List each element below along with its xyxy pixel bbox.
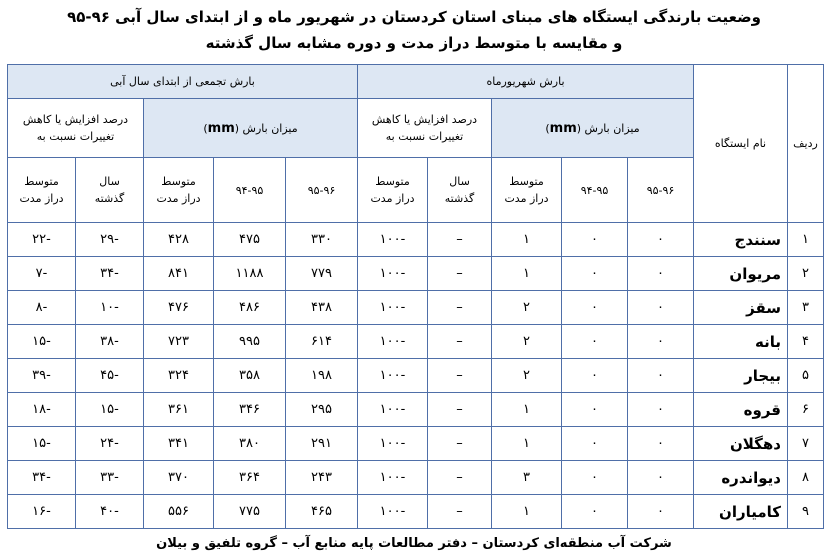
amount-label: میزان بارش ( xyxy=(234,121,298,135)
mean-line-2: دراز مدت xyxy=(19,192,64,205)
cell-clast: -۳۴ xyxy=(76,257,144,291)
cell-mlast: – xyxy=(428,393,492,427)
header-cumulative-amount xyxy=(144,99,358,158)
header-row-number: ردیف xyxy=(788,65,824,223)
change-line-2: تغییرات نسبت به xyxy=(385,130,464,143)
cell-m9596: ۰ xyxy=(628,427,694,461)
table-row xyxy=(8,325,824,359)
mean-line-2: دراز مدت xyxy=(504,192,549,205)
cell-c9495: ۳۴۶ xyxy=(214,393,286,427)
rainfall-table xyxy=(7,64,824,529)
change-line-2: تغییرات نسبت به xyxy=(36,130,115,143)
mean-line-1: متوسط xyxy=(509,175,544,188)
mean-line-1: متوسط xyxy=(24,175,59,188)
cell-c9596: ۶۱۴ xyxy=(286,325,358,359)
cell-cpct: -۸ xyxy=(8,291,76,325)
cell-mpct: -۱۰۰ xyxy=(358,223,428,257)
table-row xyxy=(8,495,824,529)
table-row xyxy=(8,257,824,291)
cell-cmean: ۴۷۶ xyxy=(144,291,214,325)
header-m-mean xyxy=(492,158,562,223)
cell-c9596: ۲۹۵ xyxy=(286,393,358,427)
header-monthly-change xyxy=(358,99,492,158)
cell-station: سنندج xyxy=(694,223,788,257)
cell-mmean: ۱ xyxy=(492,495,562,529)
cell-station: بانه xyxy=(694,325,788,359)
page-subtitle: و مقایسه با متوسط دراز مدت و دوره مشابه سال گذشته xyxy=(205,34,623,52)
cell-m9596: ۰ xyxy=(628,291,694,325)
cell-clast: -۴۵ xyxy=(76,359,144,393)
header-monthly-amount xyxy=(492,99,694,158)
last-line-2: گذشته xyxy=(444,192,475,205)
table-row xyxy=(8,393,824,427)
cell-cmean: ۳۷۰ xyxy=(144,461,214,495)
cell-idx: ۹ xyxy=(788,495,824,529)
table-header xyxy=(8,65,824,223)
cell-cpct: -۱۸ xyxy=(8,393,76,427)
change-line-1: درصد افزایش یا کاهش xyxy=(371,113,478,126)
cell-mmean: ۱ xyxy=(492,223,562,257)
cell-c9495: ۹۹۵ xyxy=(214,325,286,359)
header-c-long-term xyxy=(8,158,76,223)
table-body xyxy=(8,223,824,529)
cell-cpct: -۷ xyxy=(8,257,76,291)
cell-c9495: ۱۱۸۸ xyxy=(214,257,286,291)
cell-station: دهگلان xyxy=(694,427,788,461)
cell-m9596: ۰ xyxy=(628,257,694,291)
cell-c9495: ۳۸۰ xyxy=(214,427,286,461)
cell-cmean: ۷۲۳ xyxy=(144,325,214,359)
cell-cmean: ۸۴۱ xyxy=(144,257,214,291)
cell-station: بیجار xyxy=(694,359,788,393)
cell-c9495: ۴۷۵ xyxy=(214,223,286,257)
cell-m9495: ۰ xyxy=(562,359,628,393)
header-cumulative-rainfall: بارش تجمعی از ابتدای سال آبی xyxy=(8,65,358,99)
header-monthly-rainfall: بارش شهریورماه xyxy=(358,65,694,99)
cell-mmean: ۲ xyxy=(492,359,562,393)
cell-m9596: ۰ xyxy=(628,359,694,393)
change-line-1: درصد افزایش یا کاهش xyxy=(22,113,129,126)
table-row xyxy=(8,461,824,495)
cell-c9596: ۱۹۸ xyxy=(286,359,358,393)
cell-clast: -۳۳ xyxy=(76,461,144,495)
header-m-9596: ۹۵-۹۶ xyxy=(628,158,694,223)
cell-clast: -۳۸ xyxy=(76,325,144,359)
cell-cmean: ۳۶۱ xyxy=(144,393,214,427)
cell-c9596: ۴۳۸ xyxy=(286,291,358,325)
cell-mmean: ۲ xyxy=(492,291,562,325)
cell-mpct: -۱۰۰ xyxy=(358,359,428,393)
last-line-2: گذشته xyxy=(94,192,125,205)
cell-m9596: ۰ xyxy=(628,325,694,359)
header-m-9495: ۹۴-۹۵ xyxy=(562,158,628,223)
amount-label-close: ) xyxy=(545,121,550,135)
amount-label: میزان بارش ( xyxy=(576,121,640,135)
cell-c9495: ۴۸۶ xyxy=(214,291,286,325)
cell-c9596: ۷۷۹ xyxy=(286,257,358,291)
mean-line-2: دراز مدت xyxy=(370,192,415,205)
cell-idx: ۱ xyxy=(788,223,824,257)
cell-mlast: – xyxy=(428,495,492,529)
cell-cmean: ۵۵۶ xyxy=(144,495,214,529)
cell-mpct: -۱۰۰ xyxy=(358,427,428,461)
cell-mmean: ۳ xyxy=(492,461,562,495)
header-m-last-year xyxy=(428,158,492,223)
cell-mlast: – xyxy=(428,257,492,291)
mean-line-1: متوسط xyxy=(375,175,410,188)
cell-cpct: -۱۶ xyxy=(8,495,76,529)
cell-cpct: -۳۴ xyxy=(8,461,76,495)
cell-mpct: -۱۰۰ xyxy=(358,325,428,359)
cell-c9596: ۲۴۳ xyxy=(286,461,358,495)
table-row xyxy=(8,427,824,461)
cell-mmean: ۱ xyxy=(492,393,562,427)
cell-mpct: -۱۰۰ xyxy=(358,495,428,529)
cell-cpct: -۲۲ xyxy=(8,223,76,257)
cell-m9596: ۰ xyxy=(628,495,694,529)
header-c-mean xyxy=(144,158,214,223)
header-c-last-year xyxy=(76,158,144,223)
cell-c9495: ۷۷۵ xyxy=(214,495,286,529)
cell-clast: -۲۴ xyxy=(76,427,144,461)
unit-label: mm xyxy=(549,120,577,136)
cell-m9495: ۰ xyxy=(562,427,628,461)
cell-idx: ۳ xyxy=(788,291,824,325)
table-row xyxy=(8,291,824,325)
cell-c9495: ۳۵۸ xyxy=(214,359,286,393)
cell-mlast: – xyxy=(428,427,492,461)
cell-m9495: ۰ xyxy=(562,223,628,257)
cell-clast: -۱۰ xyxy=(76,291,144,325)
table-row xyxy=(8,223,824,257)
cell-m9495: ۰ xyxy=(562,325,628,359)
header-cumulative-change xyxy=(8,99,144,158)
cell-station: مریوان xyxy=(694,257,788,291)
cell-station: سقز xyxy=(694,291,788,325)
header-station-name: نام ایستگاه xyxy=(694,65,788,223)
cell-mlast: – xyxy=(428,223,492,257)
footer-credit: شرکت آب منطقه‌ای کردستان – دفتر مطالعات پایه منابع آب – گروه تلفیق و بیلان xyxy=(156,536,672,551)
cell-mpct: -۱۰۰ xyxy=(358,393,428,427)
unit-label: mm xyxy=(207,120,235,136)
cell-cmean: ۴۲۸ xyxy=(144,223,214,257)
cell-mpct: -۱۰۰ xyxy=(358,291,428,325)
cell-m9495: ۰ xyxy=(562,495,628,529)
cell-clast: -۴۰ xyxy=(76,495,144,529)
amount-label-close: ) xyxy=(203,121,208,135)
cell-mlast: – xyxy=(428,325,492,359)
cell-c9596: ۲۹۱ xyxy=(286,427,358,461)
header-c-9596: ۹۵-۹۶ xyxy=(286,158,358,223)
cell-mmean: ۲ xyxy=(492,325,562,359)
last-line-1: سال xyxy=(449,175,470,188)
cell-mlast: – xyxy=(428,291,492,325)
cell-c9596: ۴۶۵ xyxy=(286,495,358,529)
cell-mpct: -۱۰۰ xyxy=(358,257,428,291)
header-c-9495: ۹۴-۹۵ xyxy=(214,158,286,223)
cell-m9596: ۰ xyxy=(628,393,694,427)
cell-idx: ۲ xyxy=(788,257,824,291)
cell-clast: -۲۹ xyxy=(76,223,144,257)
cell-m9596: ۰ xyxy=(628,223,694,257)
cell-station: کامیاران xyxy=(694,495,788,529)
mean-line-1: متوسط xyxy=(161,175,196,188)
cell-idx: ۵ xyxy=(788,359,824,393)
cell-clast: -۱۵ xyxy=(76,393,144,427)
table-row xyxy=(8,359,824,393)
cell-mmean: ۱ xyxy=(492,257,562,291)
cell-cpct: -۳۹ xyxy=(8,359,76,393)
cell-mpct: -۱۰۰ xyxy=(358,461,428,495)
cell-mmean: ۱ xyxy=(492,427,562,461)
cell-mlast: – xyxy=(428,461,492,495)
page-title: وضعیت بارندگی ایستگاه های مبنای استان کردستان در شهریور ماه و از ابتدای سال آبی ۹۶-۹۵ xyxy=(67,8,761,26)
cell-cpct: -۱۵ xyxy=(8,427,76,461)
cell-cmean: ۳۲۴ xyxy=(144,359,214,393)
cell-m9596: ۰ xyxy=(628,461,694,495)
header-m-long-term xyxy=(358,158,428,223)
cell-idx: ۴ xyxy=(788,325,824,359)
cell-c9596: ۳۳۰ xyxy=(286,223,358,257)
cell-m9495: ۰ xyxy=(562,461,628,495)
cell-station: دیواندره xyxy=(694,461,788,495)
cell-mlast: – xyxy=(428,359,492,393)
cell-c9495: ۳۶۴ xyxy=(214,461,286,495)
cell-m9495: ۰ xyxy=(562,393,628,427)
cell-m9495: ۰ xyxy=(562,291,628,325)
cell-cpct: -۱۵ xyxy=(8,325,76,359)
cell-cmean: ۳۴۱ xyxy=(144,427,214,461)
cell-station: قروه xyxy=(694,393,788,427)
cell-idx: ۸ xyxy=(788,461,824,495)
mean-line-2: دراز مدت xyxy=(156,192,201,205)
last-line-1: سال xyxy=(99,175,120,188)
cell-m9495: ۰ xyxy=(562,257,628,291)
cell-idx: ۶ xyxy=(788,393,824,427)
cell-idx: ۷ xyxy=(788,427,824,461)
